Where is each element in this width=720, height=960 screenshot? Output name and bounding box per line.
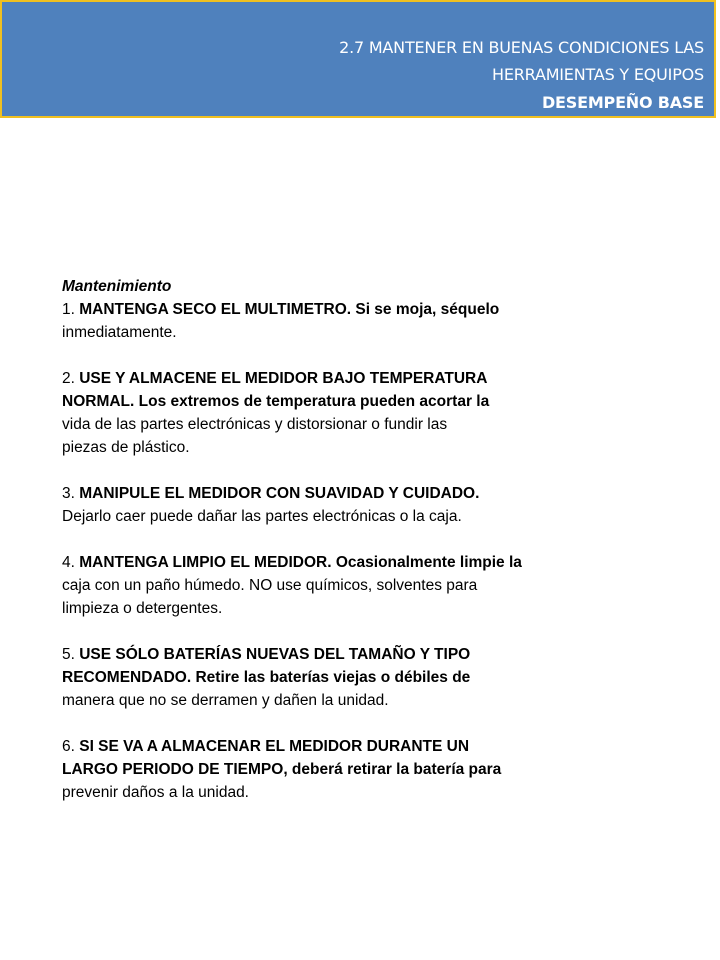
item-emphasis-text: MANIPULE EL MEDIDOR CON SUAVIDAD Y CUIDADO. [79,485,480,502]
item-emphasis-text: MANTENGA SECO EL MULTIMETRO. Si se moja, séquelo [79,301,500,318]
item-line [62,436,702,459]
item-line [62,298,702,321]
item-number: 6. [62,738,80,755]
item-text: manera que no se derramen y dañen la unidad. [62,692,389,709]
item-line [62,689,702,712]
item-text: Dejarlo caer puede dañar las partes electrónicas o la caja. [62,508,462,525]
item-emphasis-text: MANTENGA LIMPIO EL MEDIDOR. Ocasionalmente limpie la [79,554,522,571]
maintenance-item [62,551,702,620]
item-line [62,321,702,344]
maintenance-item [62,735,702,804]
item-number: 2. [62,370,80,387]
item-emphasis-text: LARGO PERIODO DE TIEMPO, deberá retirar la batería para [62,761,502,778]
item-number: 1. [62,301,80,318]
item-line [62,551,702,574]
item-text: caja con un paño húmedo. NO use químicos, solventes para [62,577,478,594]
item-number: 5. [62,646,80,663]
item-line [62,505,702,528]
item-line [62,597,702,620]
maintenance-item [62,367,702,459]
maintenance-item [62,643,702,712]
item-text: prevenir daños a la unidad. [62,784,249,801]
item-line [62,413,702,436]
item-emphasis-text: NORMAL. Los extremos de temperatura pueden acortar la [62,393,490,410]
item-number: 3. [62,485,80,502]
header-title-line1: 2.7 MANTENER EN BUENAS CONDICIONES LAS [339,38,704,57]
item-number: 4. [62,554,80,571]
item-text: limpieza o detergentes. [62,600,223,617]
maintenance-item [62,482,702,528]
item-emphasis-text: USE SÓLO BATERÍAS NUEVAS DEL TAMAÑO Y TIPO [79,646,471,663]
header-subtitle: DESEMPEÑO BASE [541,93,704,112]
item-line [62,758,702,781]
section-title: Mantenimiento [62,278,172,295]
item-line [62,643,702,666]
item-line [62,390,702,413]
item-line [62,574,702,597]
header-banner [0,0,716,118]
item-text: inmediatamente. [62,324,177,341]
item-line [62,367,702,390]
maintenance-item [62,298,702,344]
item-emphasis-text: RECOMENDADO. Retire las baterías viejas o débiles de [62,669,471,686]
maintenance-content [62,275,702,827]
item-line [62,666,702,689]
maintenance-list [62,298,702,804]
item-text: vida de las partes electrónicas y distorsionar o fundir las [62,416,448,433]
item-emphasis-text: SI SE VA A ALMACENAR EL MEDIDOR DURANTE UN [79,738,470,755]
item-text: piezas de plástico. [62,439,190,456]
header-title-line2: HERRAMIENTAS Y EQUIPOS [492,65,704,84]
item-line [62,482,702,505]
item-line [62,781,702,804]
item-line [62,735,702,758]
item-emphasis-text: USE Y ALMACENE EL MEDIDOR BAJO TEMPERATURA [79,370,488,387]
